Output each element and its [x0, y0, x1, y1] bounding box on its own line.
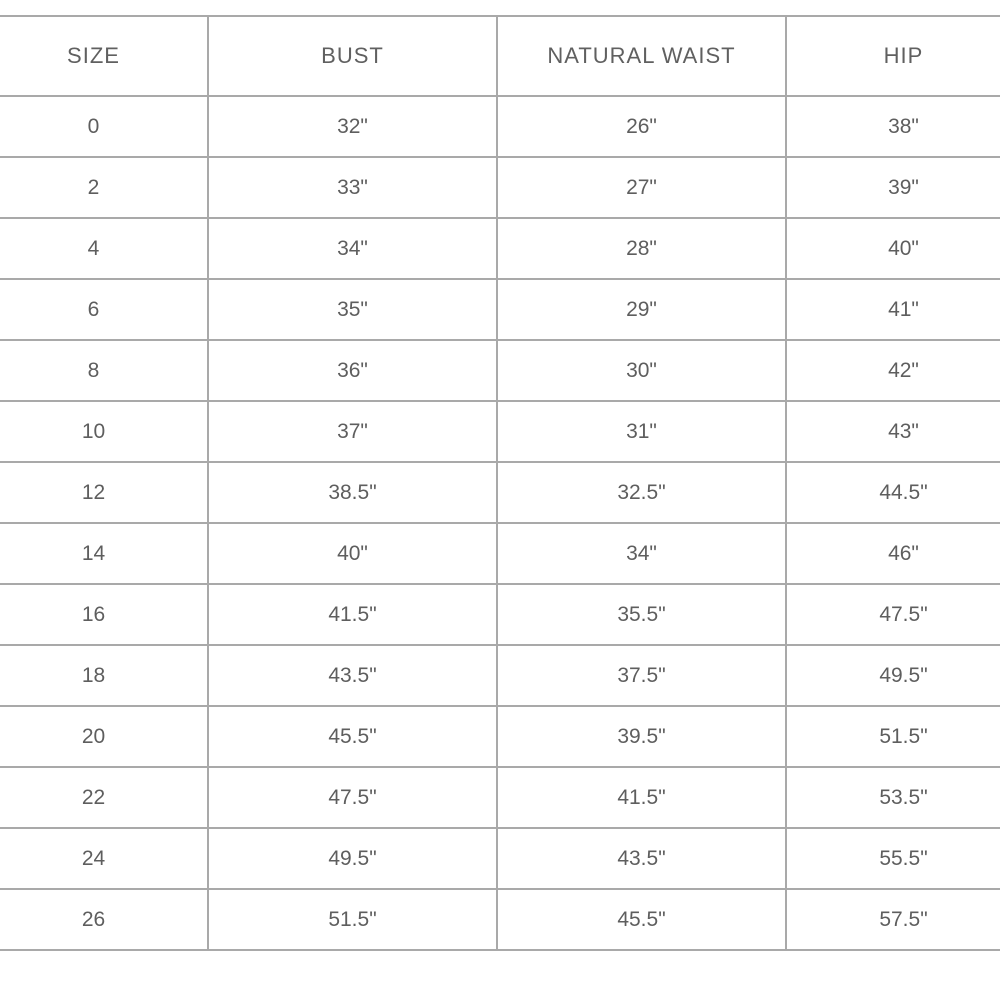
bust-cell: 49.5"	[208, 828, 497, 889]
size-cell: 0	[0, 96, 208, 157]
table-row	[0, 462, 1000, 523]
natural-waist-cell: 41.5"	[497, 767, 786, 828]
table-row	[0, 767, 1000, 828]
size-cell: 24	[0, 828, 208, 889]
natural-waist-cell: 31"	[497, 401, 786, 462]
hip-cell: 47.5"	[786, 584, 1000, 645]
natural-waist-cell: 32.5"	[497, 462, 786, 523]
bust-cell: 41.5"	[208, 584, 497, 645]
size-cell: 26	[0, 889, 208, 950]
size-cell: 22	[0, 767, 208, 828]
hip-cell: 40"	[786, 218, 1000, 279]
natural-waist-cell: 28"	[497, 218, 786, 279]
bust-cell: 34"	[208, 218, 497, 279]
hip-cell: 57.5"	[786, 889, 1000, 950]
hip-cell: 44.5"	[786, 462, 1000, 523]
size-cell: 2	[0, 157, 208, 218]
header-hip: HIP	[786, 16, 1000, 96]
hip-cell: 51.5"	[786, 706, 1000, 767]
size-cell: 8	[0, 340, 208, 401]
size-cell: 16	[0, 584, 208, 645]
hip-cell: 49.5"	[786, 645, 1000, 706]
hip-cell: 38"	[786, 96, 1000, 157]
natural-waist-cell: 27"	[497, 157, 786, 218]
table-row	[0, 157, 1000, 218]
bust-cell: 51.5"	[208, 889, 497, 950]
natural-waist-cell: 45.5"	[497, 889, 786, 950]
hip-cell: 43"	[786, 401, 1000, 462]
natural-waist-cell: 43.5"	[497, 828, 786, 889]
header-row	[0, 16, 1000, 96]
bust-cell: 40"	[208, 523, 497, 584]
size-chart-table	[0, 15, 1000, 951]
bust-cell: 32"	[208, 96, 497, 157]
bust-cell: 38.5"	[208, 462, 497, 523]
natural-waist-cell: 39.5"	[497, 706, 786, 767]
hip-cell: 53.5"	[786, 767, 1000, 828]
table-row	[0, 340, 1000, 401]
bust-cell: 45.5"	[208, 706, 497, 767]
table-row	[0, 645, 1000, 706]
natural-waist-cell: 29"	[497, 279, 786, 340]
size-cell: 6	[0, 279, 208, 340]
bust-cell: 47.5"	[208, 767, 497, 828]
table-row	[0, 279, 1000, 340]
bust-cell: 36"	[208, 340, 497, 401]
table-row	[0, 706, 1000, 767]
size-cell: 12	[0, 462, 208, 523]
hip-cell: 39"	[786, 157, 1000, 218]
header-natural-waist: NATURAL WAIST	[497, 16, 786, 96]
natural-waist-cell: 35.5"	[497, 584, 786, 645]
table-row	[0, 584, 1000, 645]
table-row	[0, 96, 1000, 157]
natural-waist-cell: 30"	[497, 340, 786, 401]
natural-waist-cell: 37.5"	[497, 645, 786, 706]
natural-waist-cell: 34"	[497, 523, 786, 584]
hip-cell: 42"	[786, 340, 1000, 401]
table-row	[0, 523, 1000, 584]
header-bust: BUST	[208, 16, 497, 96]
hip-cell: 55.5"	[786, 828, 1000, 889]
size-rows	[0, 96, 1000, 950]
natural-waist-cell: 26"	[497, 96, 786, 157]
size-cell: 20	[0, 706, 208, 767]
size-cell: 4	[0, 218, 208, 279]
table-row	[0, 889, 1000, 950]
bust-cell: 37"	[208, 401, 497, 462]
bust-cell: 35"	[208, 279, 497, 340]
bust-cell: 43.5"	[208, 645, 497, 706]
size-cell: 14	[0, 523, 208, 584]
table-row	[0, 401, 1000, 462]
bust-cell: 33"	[208, 157, 497, 218]
hip-cell: 46"	[786, 523, 1000, 584]
hip-cell: 41"	[786, 279, 1000, 340]
table-row	[0, 218, 1000, 279]
table-row	[0, 828, 1000, 889]
header-size: SIZE	[0, 16, 208, 96]
size-cell: 10	[0, 401, 208, 462]
size-cell: 18	[0, 645, 208, 706]
